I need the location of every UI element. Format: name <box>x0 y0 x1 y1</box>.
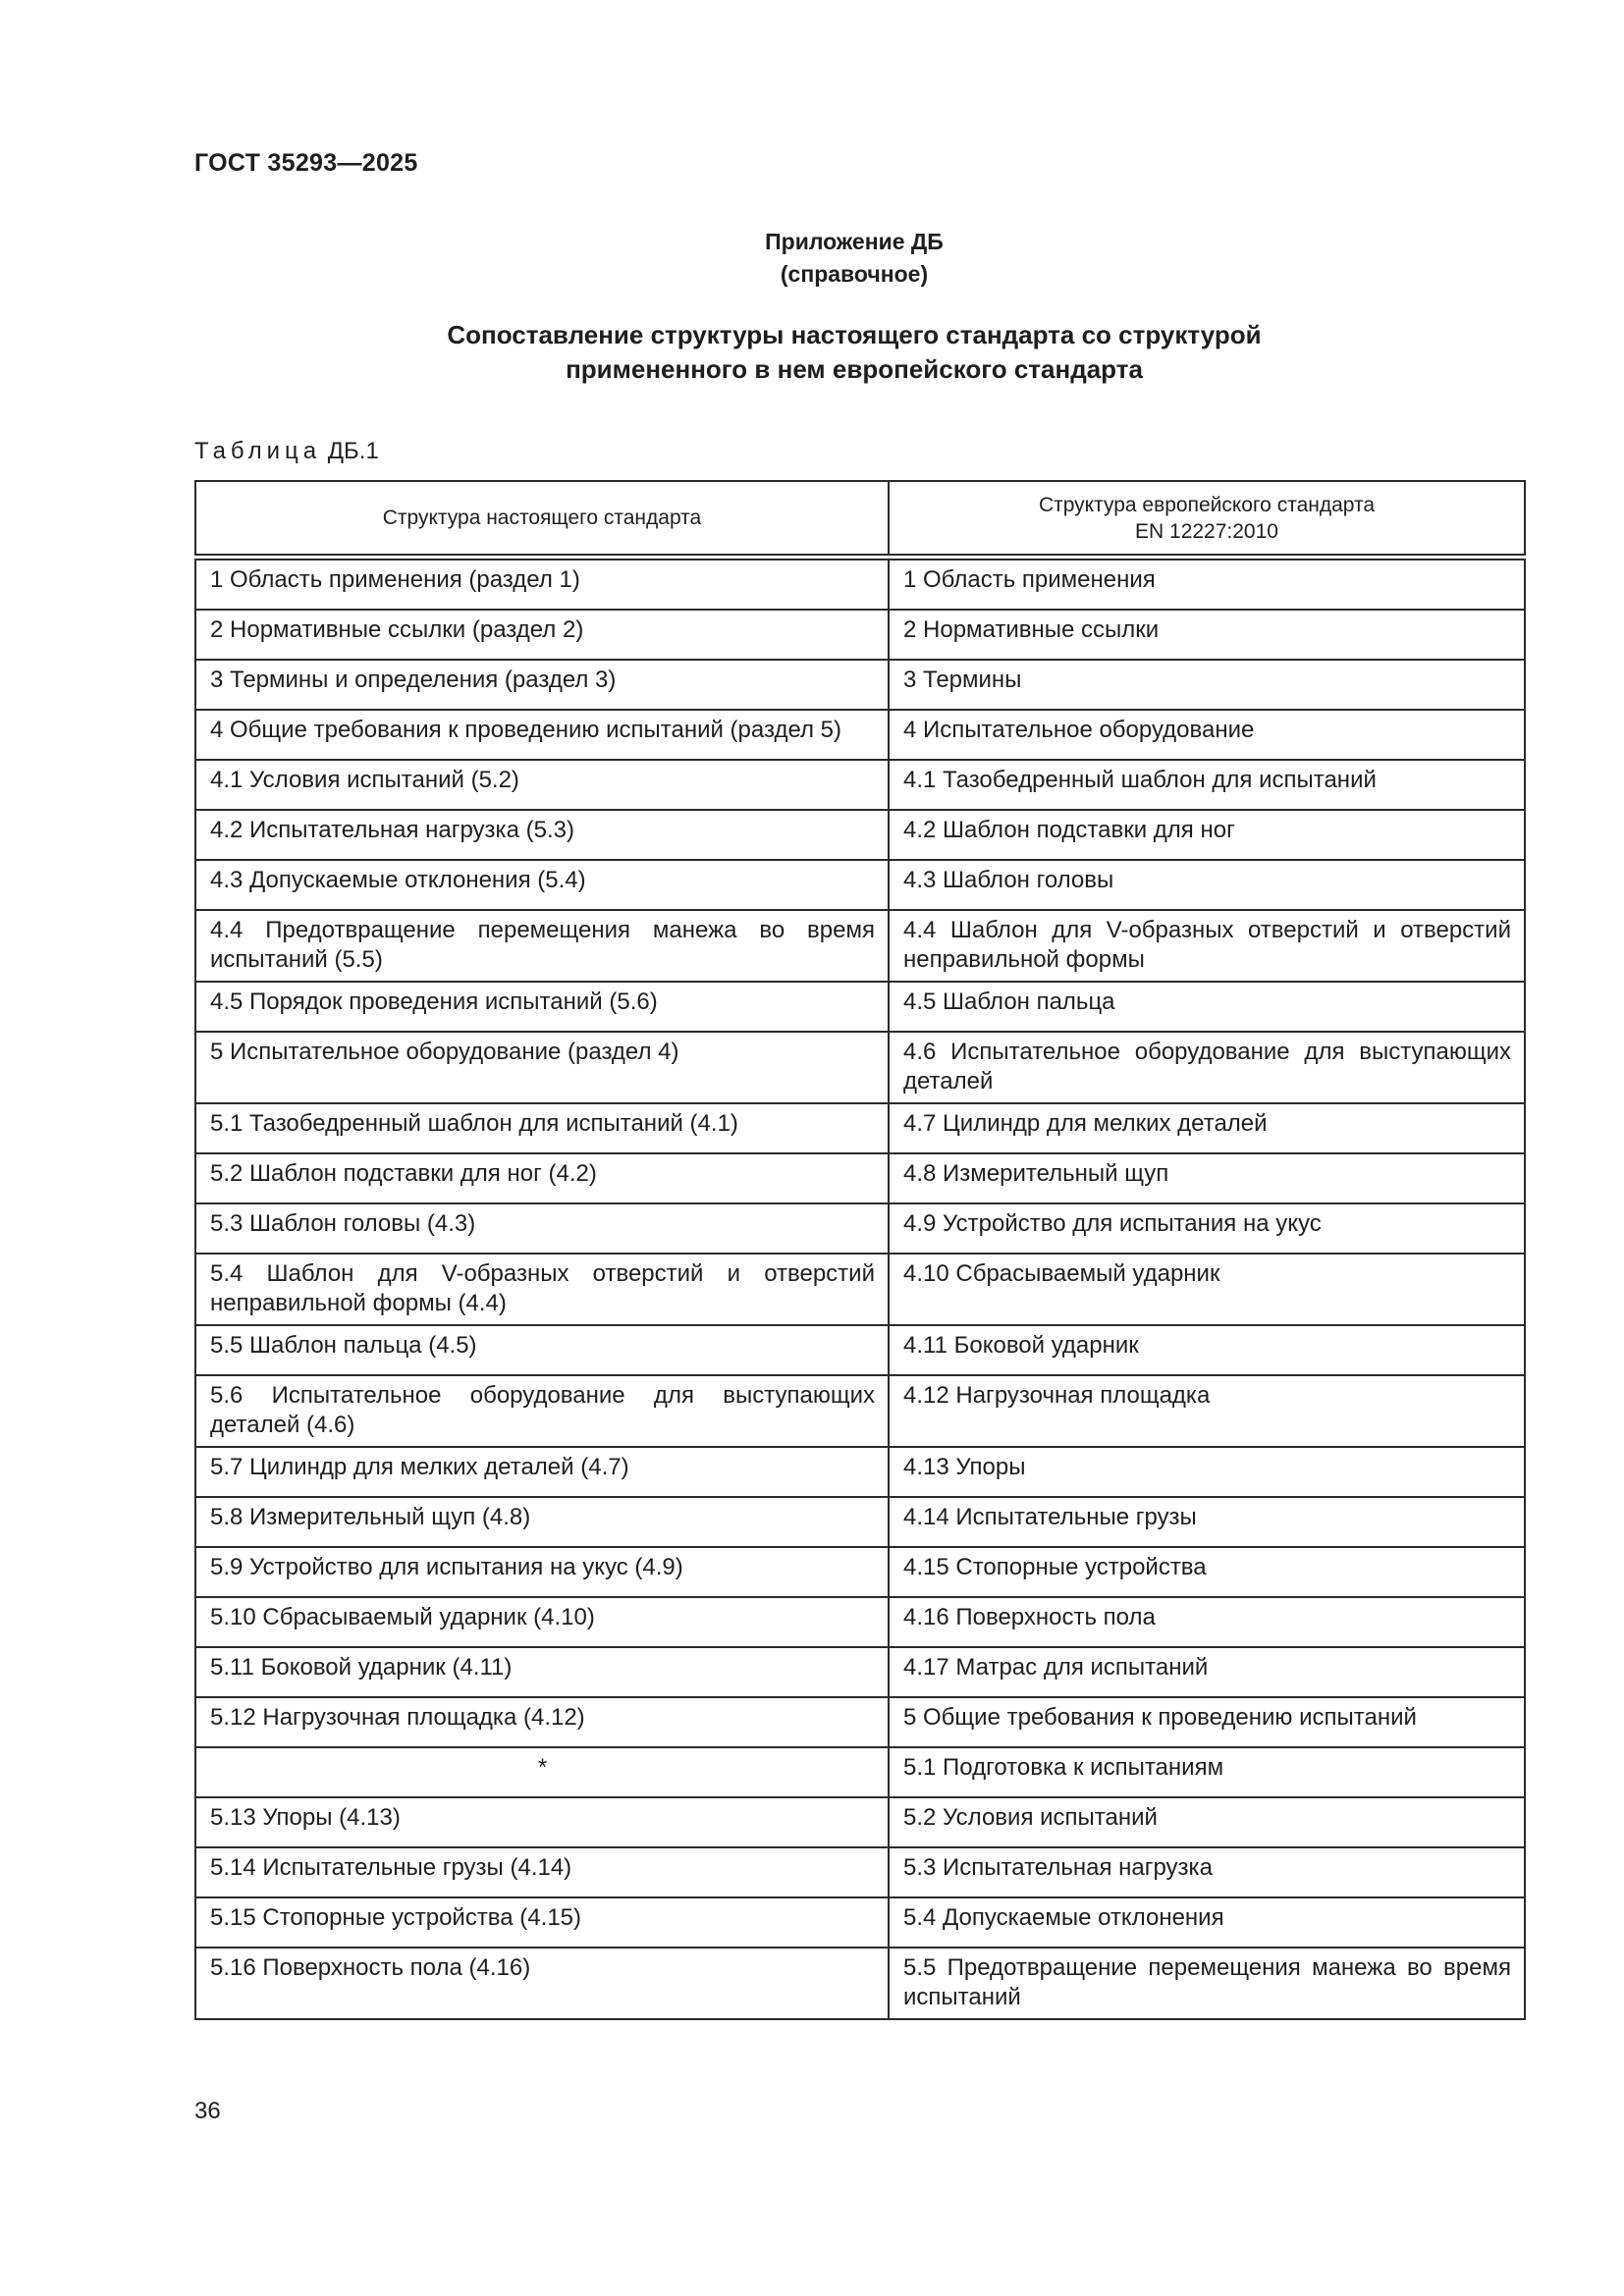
cell-european-standard: 4.5 Шаблон пальца <box>889 982 1525 1032</box>
table-row <box>195 1375 1525 1447</box>
table-body <box>195 558 1525 2020</box>
table-row <box>195 760 1525 810</box>
table-row <box>195 1897 1525 1948</box>
cell-european-standard: 4.4 Шаблон для V-образных отверстий и отверстий неправильной формы <box>889 910 1525 982</box>
page-number: 36 <box>194 2098 221 2124</box>
cell-this-standard: 5.6 Испытательное оборудование для выступающих деталей (4.6) <box>195 1375 889 1447</box>
table-row <box>195 1647 1525 1697</box>
cell-european-standard: 4.1 Тазобедренный шаблон для испытаний <box>889 760 1525 810</box>
table-row <box>195 710 1525 760</box>
cell-this-standard: 4.2 Испытательная нагрузка (5.3) <box>195 810 889 860</box>
table-row <box>195 1847 1525 1897</box>
cell-this-standard: 2 Нормативные ссылки (раздел 2) <box>195 610 889 660</box>
cell-european-standard: 5 Общие требования к проведению испытаний <box>889 1697 1525 1747</box>
table-row <box>195 1797 1525 1847</box>
cell-european-standard: 1 Область применения <box>889 558 1525 611</box>
cell-european-standard: 4.3 Шаблон головы <box>889 860 1525 910</box>
table-row <box>195 660 1525 710</box>
cell-european-standard: 4 Испытательное оборудование <box>889 710 1525 760</box>
table-row <box>195 860 1525 910</box>
header-this-standard: Структура настоящего стандарта <box>195 481 889 558</box>
table-row <box>195 1153 1525 1203</box>
comparison-table <box>194 480 1526 2020</box>
table-caption <box>194 438 379 465</box>
table-row <box>195 1325 1525 1375</box>
header-european-standard <box>889 481 1525 558</box>
header-european-standard-line-1: Структура европейского стандарта <box>1038 493 1376 516</box>
cell-this-standard: 4.4 Предотвращение перемещения манежа во время испытаний (5.5) <box>195 910 889 982</box>
header-european-standard-line-2: EN 12227:2010 <box>1135 519 1278 543</box>
cell-this-standard: 5.3 Шаблон головы (4.3) <box>195 1203 889 1254</box>
annex-title: Приложение ДБ <box>765 229 944 254</box>
cell-european-standard: 5.1 Подготовка к испытаниям <box>889 1747 1525 1797</box>
cell-this-standard: 5.5 Шаблон пальца (4.5) <box>195 1325 889 1375</box>
cell-this-standard: 5.16 Поверхность пола (4.16) <box>195 1948 889 2019</box>
cell-this-standard: 5.10 Сбрасываемый ударник (4.10) <box>195 1597 889 1647</box>
cell-this-standard: 5.7 Цилиндр для мелких деталей (4.7) <box>195 1447 889 1497</box>
cell-european-standard: 4.16 Поверхность пола <box>889 1597 1525 1647</box>
cell-european-standard: 5.3 Испытательная нагрузка <box>889 1847 1525 1897</box>
cell-european-standard: 4.13 Упоры <box>889 1447 1525 1497</box>
table-row <box>195 1597 1525 1647</box>
document-code: ГОСТ 35293—2025 <box>194 149 418 177</box>
cell-this-standard: * <box>195 1747 889 1797</box>
annex-kind: (справочное) <box>780 261 929 287</box>
cell-this-standard: 4.3 Допускаемые отклонения (5.4) <box>195 860 889 910</box>
cell-this-standard: 5.15 Стопорные устройства (4.15) <box>195 1897 889 1948</box>
table-row <box>195 558 1525 611</box>
cell-european-standard: 4.6 Испытательное оборудование для выступающих деталей <box>889 1032 1525 1103</box>
table-row <box>195 1948 1525 2019</box>
table-caption-word: Таблица <box>194 438 322 464</box>
table-row <box>195 1203 1525 1254</box>
comparison-table-container <box>194 480 1524 2020</box>
cell-this-standard: 4 Общие требования к проведению испытаний (раздел 5) <box>195 710 889 760</box>
cell-this-standard: 5.4 Шаблон для V-образных отверстий и отверстий неправильной формы (4.4) <box>195 1254 889 1325</box>
table-row <box>195 1032 1525 1103</box>
cell-this-standard: 1 Область применения (раздел 1) <box>195 558 889 611</box>
cell-european-standard: 4.15 Стопорные устройства <box>889 1547 1525 1597</box>
cell-this-standard: 5.11 Боковой ударник (4.11) <box>195 1647 889 1697</box>
table-row <box>195 1747 1525 1797</box>
table-row <box>195 1254 1525 1325</box>
table-row <box>195 1447 1525 1497</box>
cell-european-standard: 5.4 Допускаемые отклонения <box>889 1897 1525 1948</box>
cell-this-standard: 5.12 Нагрузочная площадка (4.12) <box>195 1697 889 1747</box>
document-title <box>0 318 1624 387</box>
table-row <box>195 810 1525 860</box>
table-caption-number: ДБ.1 <box>327 438 379 464</box>
cell-european-standard: 2 Нормативные ссылки <box>889 610 1525 660</box>
cell-european-standard: 4.7 Цилиндр для мелких деталей <box>889 1103 1525 1153</box>
document-title-line-1: Сопоставление структуры настоящего стандарта со структурой <box>447 320 1262 349</box>
table-row <box>195 1103 1525 1153</box>
document-title-line-2: примененного в нем европейского стандарта <box>566 354 1143 384</box>
table-row <box>195 1547 1525 1597</box>
cell-european-standard: 4.2 Шаблон подставки для ног <box>889 810 1525 860</box>
cell-this-standard: 4.5 Порядок проведения испытаний (5.6) <box>195 982 889 1032</box>
cell-european-standard: 4.17 Матрас для испытаний <box>889 1647 1525 1697</box>
cell-this-standard: 5.13 Упоры (4.13) <box>195 1797 889 1847</box>
cell-this-standard: 5.8 Измерительный щуп (4.8) <box>195 1497 889 1547</box>
cell-european-standard: 3 Термины <box>889 660 1525 710</box>
cell-this-standard: 3 Термины и определения (раздел 3) <box>195 660 889 710</box>
table-row <box>195 910 1525 982</box>
cell-european-standard: 5.5 Предотвращение перемещения манежа во время испытаний <box>889 1948 1525 2019</box>
cell-european-standard: 4.9 Устройство для испытания на укус <box>889 1203 1525 1254</box>
cell-european-standard: 4.14 Испытательные грузы <box>889 1497 1525 1547</box>
cell-european-standard: 4.12 Нагрузочная площадка <box>889 1375 1525 1447</box>
cell-european-standard: 4.10 Сбрасываемый ударник <box>889 1254 1525 1325</box>
table-row <box>195 1697 1525 1747</box>
table-header-row <box>195 481 1525 558</box>
cell-this-standard: 5.1 Тазобедренный шаблон для испытаний (4.1) <box>195 1103 889 1153</box>
cell-european-standard: 5.2 Условия испытаний <box>889 1797 1525 1847</box>
table-row <box>195 982 1525 1032</box>
table-row <box>195 610 1525 660</box>
cell-european-standard: 4.11 Боковой ударник <box>889 1325 1525 1375</box>
cell-this-standard: 5 Испытательное оборудование (раздел 4) <box>195 1032 889 1103</box>
cell-this-standard: 5.2 Шаблон подставки для ног (4.2) <box>195 1153 889 1203</box>
cell-this-standard: 5.9 Устройство для испытания на укус (4.9) <box>195 1547 889 1597</box>
cell-this-standard: 4.1 Условия испытаний (5.2) <box>195 760 889 810</box>
cell-this-standard: 5.14 Испытательные грузы (4.14) <box>195 1847 889 1897</box>
cell-european-standard: 4.8 Измерительный щуп <box>889 1153 1525 1203</box>
table-row <box>195 1497 1525 1547</box>
